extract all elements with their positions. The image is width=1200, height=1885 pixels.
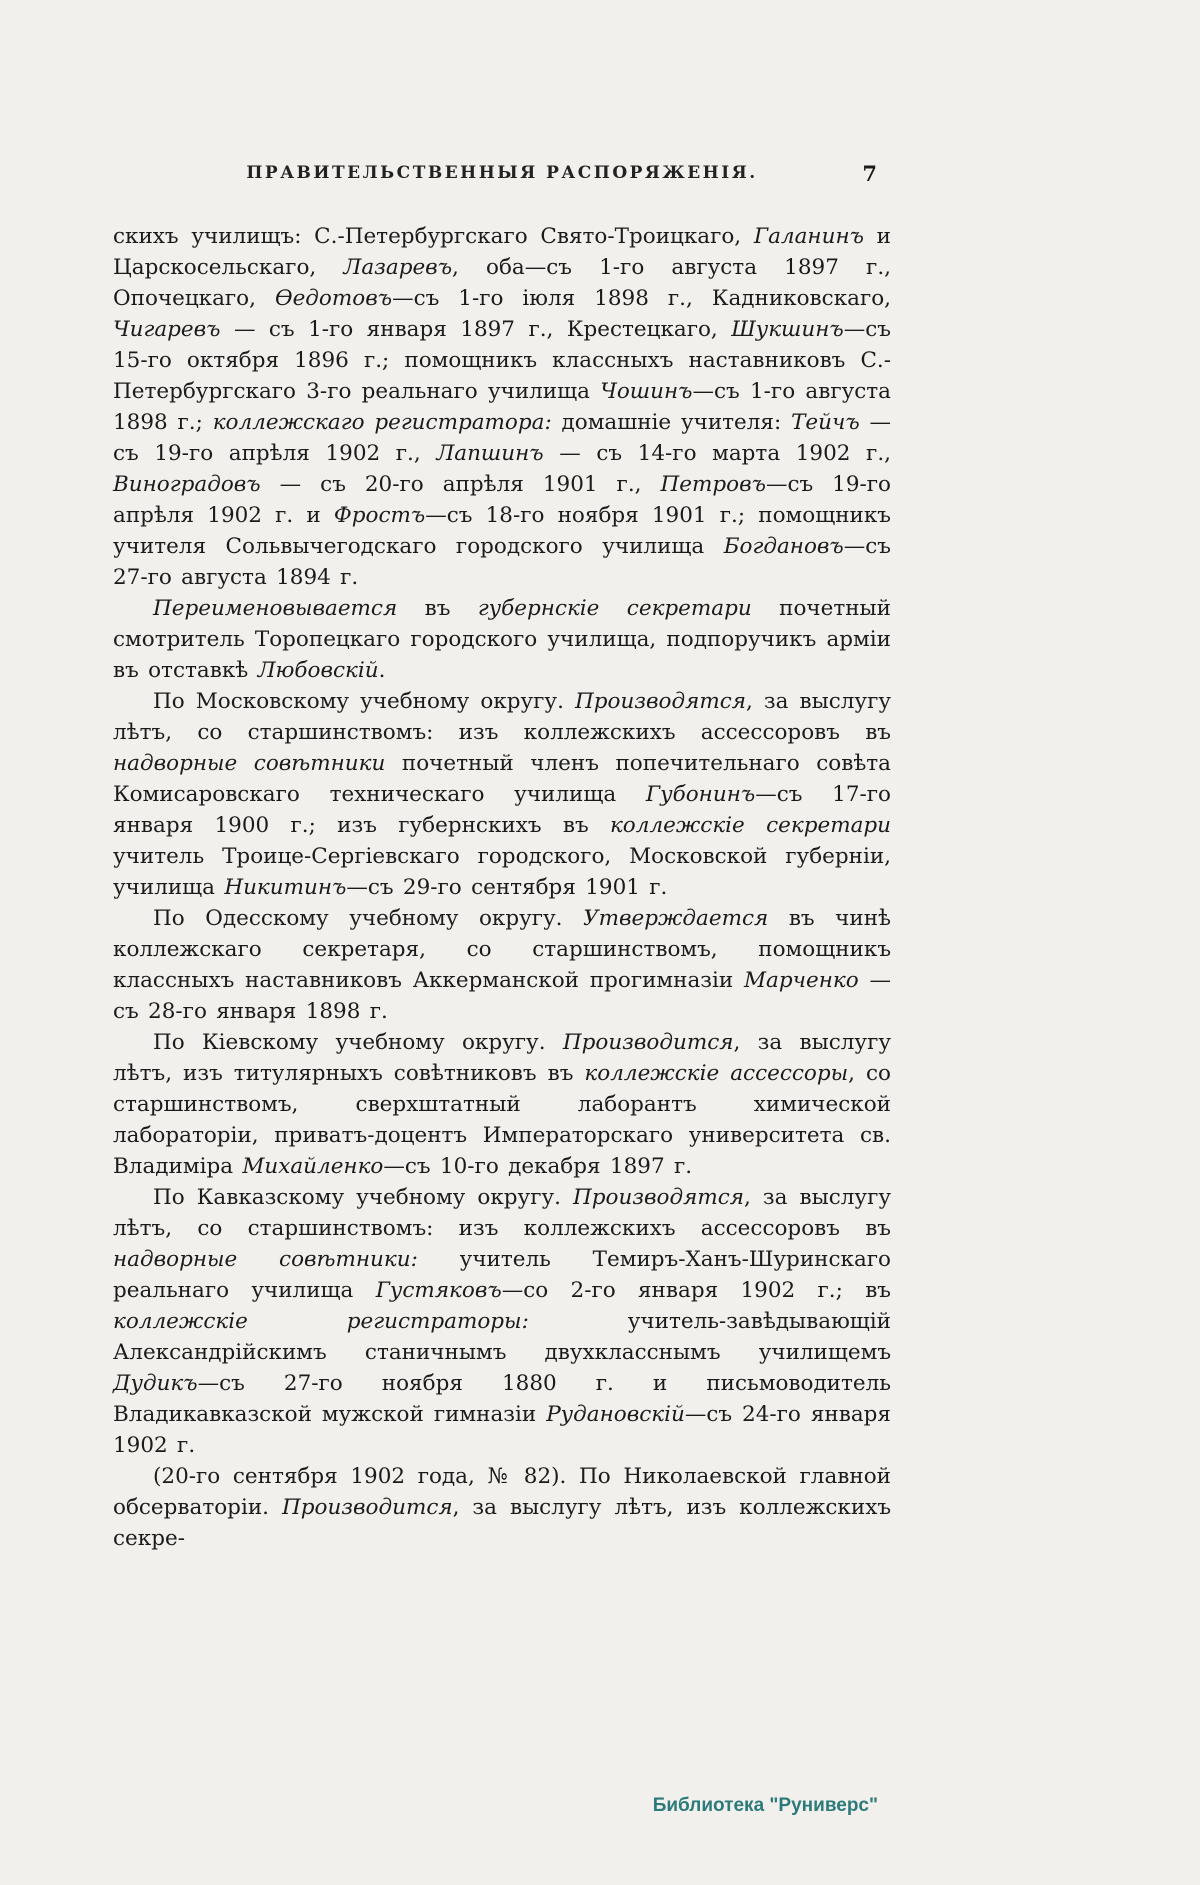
italic-text-run: Фростъ	[333, 503, 426, 528]
text-run: въ	[397, 596, 478, 621]
text-run: —съ 17-го января 1900 г.; изъ губернскихъ въ	[113, 782, 891, 838]
page-number: 7	[862, 161, 877, 186]
text-run: По Кіевскому учебному округу.	[153, 1030, 563, 1055]
text-run: —со 2-го января 1902 г.; въ	[501, 1278, 891, 1303]
text-run: , со старшинствомъ, сверхштатный лаборантъ химической лабораторіи, приватъ-доцентъ Императорскаго университета св. Владиміра	[113, 1061, 891, 1179]
italic-text-run: Тейчъ	[791, 410, 860, 435]
italic-text-run: Густяковъ	[375, 1278, 502, 1303]
text-run: учитель-завѣдывающій Александрійскимъ станичнымъ двухкласснымъ училищемъ	[113, 1309, 891, 1365]
text-run: — съ 14-го марта 1902 г.,	[543, 441, 891, 466]
text-run: —съ 27-го августа 1894 г.	[113, 534, 891, 590]
text-run: —съ 29-го сентября 1901 г.	[346, 875, 668, 900]
text-run: По Одесскому учебному округу.	[153, 906, 584, 931]
text-run: учитель Троице-Сергіевскаго городского, Московской губерніи, училища	[113, 844, 891, 900]
italic-text-run: Шукшинъ	[731, 317, 844, 342]
paragraph	[113, 903, 891, 1027]
document-body	[113, 221, 891, 1554]
italic-text-run: Производятся	[573, 1185, 745, 1210]
italic-text-run: Никитинъ	[224, 875, 347, 900]
paragraph	[113, 1027, 891, 1182]
text-run: почетный смотритель Торопецкаго городского училища, подпоручикъ арміи въ отставкѣ	[113, 596, 891, 683]
text-run: , за выслугу лѣтъ, изъ коллежскихъ секре-	[113, 1495, 891, 1551]
italic-text-run: Ѳедотовъ	[274, 286, 393, 311]
italic-text-run: коллежскіе секретари	[609, 813, 892, 838]
text-run: , за выслугу лѣтъ, со старшинствомъ: изъ коллежскихъ ассессоровъ въ	[113, 1185, 891, 1241]
italic-text-run: Производится	[562, 1030, 734, 1055]
text-run: —съ 19-го апрѣля 1902 г. и	[113, 472, 892, 528]
text-run: —съ 24-го января 1902 г.	[113, 1402, 891, 1458]
italic-text-run: Лазаревъ	[343, 255, 453, 280]
text-run: .	[378, 658, 386, 683]
italic-text-run: Производится	[281, 1495, 453, 1520]
italic-text-run: Рудановскій	[546, 1402, 685, 1427]
italic-text-run: Михайленко	[242, 1154, 384, 1179]
paragraph	[113, 593, 891, 686]
paragraph	[113, 221, 891, 593]
italic-text-run: Любовскій	[257, 658, 379, 683]
text-run: —съ 18-го ноября 1901 г.; помощникъ учителя Сольвычегодскаго городского училища	[113, 503, 891, 559]
text-run: —съ 1-го іюля 1898 г., Кадниковскаго,	[392, 286, 891, 311]
italic-text-run: Чошинъ	[600, 379, 693, 404]
italic-text-run: Утверждается	[583, 906, 769, 931]
text-run: (20-го сентября 1902 года, № 82). По Николаевской главной обсерваторіи.	[113, 1464, 891, 1520]
text-run: , за выслугу лѣтъ, изъ титулярныхъ совѣтниковъ въ	[113, 1030, 891, 1086]
text-run: —съ 10-го декабря 1897 г.	[383, 1154, 693, 1179]
italic-text-run: Петровъ	[660, 472, 766, 497]
page-content	[113, 163, 891, 1554]
library-watermark: Библиотека "Руниверс"	[652, 1795, 878, 1816]
text-run: , оба—съ 1-го августа 1897 г., Опочецкаго,	[113, 255, 891, 311]
text-run: — съ 19-го апрѣля 1902 г.,	[113, 410, 891, 466]
italic-text-run: коллежскаго регистратора:	[212, 410, 552, 435]
italic-text-run: Виноградовъ	[113, 472, 261, 497]
italic-text-run: коллежскіе регистраторы:	[113, 1309, 529, 1334]
text-run: — съ 1-го января 1897 г., Крестецкаго,	[220, 317, 732, 342]
running-title: ПРАВИТЕЛЬСТВЕННЫЯ РАСПОРЯЖЕНІЯ.	[246, 163, 758, 183]
italic-text-run: надворные совѣтники	[113, 751, 386, 776]
italic-text-run: Дудикъ	[113, 1371, 198, 1396]
text-run: —съ 27-го ноября 1880 г. и письмоводитель Владикавказской мужской гимназіи	[113, 1371, 891, 1427]
italic-text-run: Переименовывается	[153, 596, 398, 621]
text-run: , за выслугу лѣтъ, со старшинствомъ: изъ коллежскихъ ассессоровъ въ	[113, 689, 891, 745]
italic-text-run: Губонинъ	[645, 782, 756, 807]
italic-text-run: Чигаревъ	[113, 317, 221, 342]
text-run: въ чинѣ коллежскаго секретаря, со старшинствомъ, помощникъ классныхъ наставниковъ Аккерманской прогимназіи	[113, 906, 891, 993]
text-run: домашніе учителя:	[551, 410, 792, 435]
italic-text-run: надворные совѣтники:	[113, 1247, 418, 1272]
page-header	[113, 163, 891, 193]
italic-text-run: Производятся	[574, 689, 746, 714]
italic-text-run: Галанинъ	[753, 224, 864, 249]
text-run: учитель Темиръ-Ханъ-Шуринскаго реальнаго училища	[113, 1247, 891, 1303]
text-run: — съ 20-го апрѣля 1901 г.,	[260, 472, 661, 497]
italic-text-run: Лапшинъ	[436, 441, 544, 466]
italic-text-run: губернскіе секретари	[477, 596, 752, 621]
paragraph	[113, 686, 891, 903]
paragraph	[113, 1182, 891, 1461]
italic-text-run: коллежскіе ассессоры	[584, 1061, 849, 1086]
text-run: почетный членъ попечительнаго совѣта Комисаровскаго техническаго училища	[113, 751, 891, 807]
text-run: и Царскосельскаго,	[113, 224, 891, 280]
text-run: По Московскому учебному округу.	[153, 689, 575, 714]
text-run: скихъ училищъ: С.-Петербургскаго Свято-Троицкаго,	[113, 224, 754, 249]
text-run: — съ 28-го января 1898 г.	[113, 968, 891, 1024]
text-run: —съ 15-го октября 1896 г.; помощникъ классныхъ наставниковъ С.-Петербургскаго 3-го реальнаго училища	[113, 317, 891, 404]
text-run: —съ 1-го августа 1898 г.;	[113, 379, 891, 435]
italic-text-run: Богдановъ	[723, 534, 844, 559]
text-run: По Кавказскому учебному округу.	[153, 1185, 573, 1210]
paragraph	[113, 1461, 891, 1554]
italic-text-run: Марченко	[744, 968, 859, 993]
